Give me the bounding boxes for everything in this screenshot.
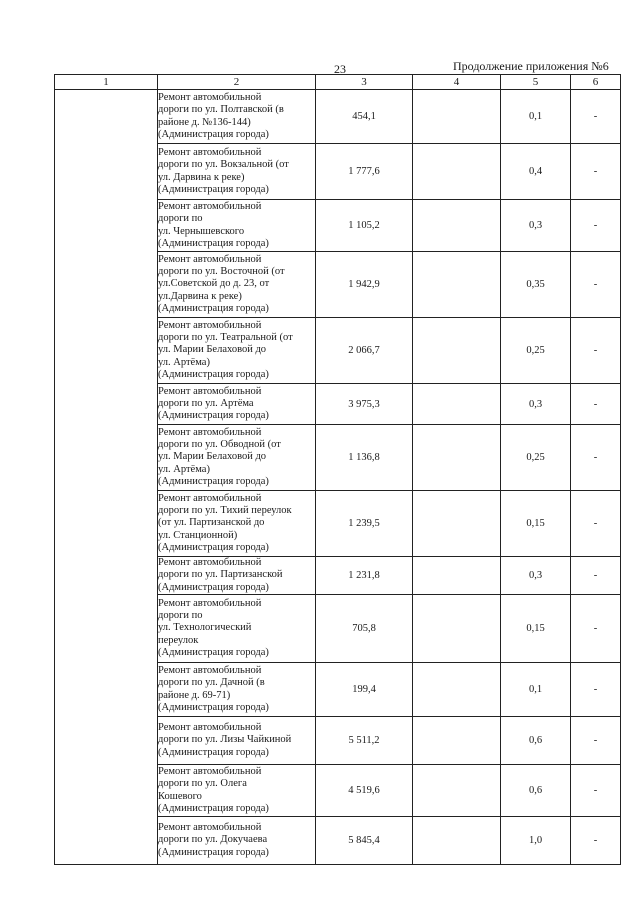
work-name-line: (Администрация города) [158, 302, 269, 314]
work-name-cell [158, 817, 316, 865]
work-name-line: ул. Дарвина к реке) [158, 171, 245, 183]
work-name-line: дороги по ул. Полтавской (в [158, 104, 284, 116]
amount-cell: 1 136,8 [316, 425, 413, 491]
work-name-line: ул. Артёма) [158, 356, 210, 368]
column-number-2: 2 [158, 75, 316, 90]
work-name-line: (от ул. Партизанской до [158, 517, 265, 529]
work-name-cell [158, 200, 316, 252]
work-name-line: Ремонт автомобильной [158, 557, 262, 569]
column-6-cell: - [571, 90, 621, 144]
work-name-line: (Администрация города) [158, 802, 269, 814]
share-cell: 0,3 [501, 200, 571, 252]
work-name-line: ул. Артёма) [158, 463, 210, 475]
amount-cell: 1 105,2 [316, 200, 413, 252]
continuation-note: Продолжение приложения №6 [453, 59, 609, 73]
work-name-line: дороги по ул. Лизы Чайкиной [158, 734, 292, 746]
work-name-cell [158, 384, 316, 425]
table-body [55, 90, 621, 865]
work-name-line: Ремонт автомобильной [158, 426, 262, 438]
amount-cell: 199,4 [316, 663, 413, 717]
work-name-line: дороги по ул. Партизанской [158, 569, 283, 581]
column-6-cell: - [571, 817, 621, 865]
column-4-cell [413, 252, 501, 318]
column-4-cell [413, 717, 501, 765]
amount-cell: 1 777,6 [316, 144, 413, 200]
column-6-cell: - [571, 318, 621, 384]
column-4-cell [413, 595, 501, 663]
column-4-cell [413, 425, 501, 491]
column-6-cell: - [571, 384, 621, 425]
column-4-cell [413, 765, 501, 817]
work-name-cell [158, 318, 316, 384]
share-cell: 0,15 [501, 595, 571, 663]
share-cell: 0,6 [501, 717, 571, 765]
share-cell: 0,1 [501, 90, 571, 144]
work-name-cell [158, 144, 316, 200]
work-name-cell [158, 765, 316, 817]
work-name-line: дороги по ул. Обводной (от [158, 439, 281, 451]
amount-cell: 1 239,5 [316, 491, 413, 557]
work-name-cell [158, 252, 316, 318]
share-cell: 0,25 [501, 318, 571, 384]
amount-cell: 3 975,3 [316, 384, 413, 425]
work-name-line: (Администрация города) [158, 746, 269, 758]
column-4-cell [413, 144, 501, 200]
work-name-line: Ремонт автомобильной [158, 597, 262, 609]
column-6-cell: - [571, 557, 621, 595]
work-name-line: ул. Чернышевского [158, 225, 245, 237]
work-name-line: ул. Станционной) [158, 529, 238, 541]
amount-cell: 5 511,2 [316, 717, 413, 765]
column-4-cell [413, 557, 501, 595]
column-number-3: 3 [316, 75, 413, 90]
work-name-line: (Администрация города) [158, 646, 269, 658]
work-name-line: (Администрация города) [158, 541, 269, 553]
share-cell: 0,3 [501, 384, 571, 425]
work-name-line: ул. Марии Белаховой до [158, 451, 267, 463]
appendix-table [54, 74, 621, 865]
work-name-line: Ремонт автомобильной [158, 492, 262, 504]
column-6-cell: - [571, 200, 621, 252]
work-name-line: ул. Марии Белаховой до [158, 344, 267, 356]
work-name-cell [158, 557, 316, 595]
amount-cell: 705,8 [316, 595, 413, 663]
column-6-cell: - [571, 717, 621, 765]
work-name-line: Ремонт автомобильной [158, 253, 262, 265]
work-name-cell [158, 663, 316, 717]
column-6-cell: - [571, 663, 621, 717]
work-name-line: (Администрация города) [158, 846, 269, 858]
work-name-line: Ремонт автомобильной [158, 147, 262, 159]
work-name-line: дороги по ул. Вокзальной (от [158, 159, 289, 171]
work-name-line: Ремонт автомобильной [158, 385, 262, 397]
column-4-cell [413, 318, 501, 384]
column-4-cell [413, 817, 501, 865]
share-cell: 1,0 [501, 817, 571, 865]
share-cell: 0,1 [501, 663, 571, 717]
work-name-line: дороги по [158, 213, 203, 225]
work-name-line: (Администрация города) [158, 128, 269, 140]
work-name-line: Кошевого [158, 790, 202, 802]
amount-cell: 4 519,6 [316, 765, 413, 817]
work-name-line: (Администрация города) [158, 701, 269, 713]
work-name-line: Ремонт автомобильной [158, 201, 262, 213]
column-4-cell [413, 491, 501, 557]
work-name-line: ул. Технологический [158, 622, 252, 634]
work-name-line: Ремонт автомобильной [158, 766, 262, 778]
work-name-line: ул.Советской до д. 23, от [158, 278, 270, 290]
work-name-line: (Администрация города) [158, 410, 269, 422]
work-name-line: переулок [158, 634, 199, 646]
column-6-cell: - [571, 425, 621, 491]
work-name-line: (Администрация города) [158, 368, 269, 380]
share-cell: 0,4 [501, 144, 571, 200]
column-6-cell: - [571, 491, 621, 557]
work-name-line: районе д. №136-144) [158, 116, 251, 128]
column-1-cell [55, 90, 158, 865]
column-4-cell [413, 200, 501, 252]
work-name-line: Ремонт автомобильной [158, 665, 262, 677]
work-name-cell [158, 90, 316, 144]
column-number-4: 4 [413, 75, 501, 90]
table-row [55, 90, 621, 144]
work-name-cell [158, 425, 316, 491]
work-name-line: (Администрация города) [158, 237, 269, 249]
work-name-cell [158, 717, 316, 765]
work-name-line: Ремонт автомобильной [158, 92, 262, 104]
work-name-line: Ремонт автомобильной [158, 822, 262, 834]
column-numbers-row [55, 75, 621, 90]
column-4-cell [413, 663, 501, 717]
work-name-line: дороги по ул. Артёма [158, 397, 254, 409]
column-number-1: 1 [55, 75, 158, 90]
work-name-cell [158, 491, 316, 557]
share-cell: 0,25 [501, 425, 571, 491]
work-name-cell [158, 595, 316, 663]
amount-cell: 2 066,7 [316, 318, 413, 384]
work-name-line: дороги по ул. Дачной (в [158, 677, 265, 689]
share-cell: 0,15 [501, 491, 571, 557]
column-6-cell: - [571, 595, 621, 663]
column-6-cell: - [571, 252, 621, 318]
column-6-cell: - [571, 765, 621, 817]
work-name-line: ул.Дарвина к реке) [158, 290, 242, 302]
share-cell: 0,6 [501, 765, 571, 817]
page-number: 23 [334, 62, 346, 76]
column-number-6: 6 [571, 75, 621, 90]
amount-cell: 5 845,4 [316, 817, 413, 865]
work-name-line: (Администрация города) [158, 183, 269, 195]
work-name-line: районе д. 69-71) [158, 689, 231, 701]
share-cell: 0,35 [501, 252, 571, 318]
work-name-line: (Администрация города) [158, 475, 269, 487]
work-name-line: дороги по ул. Олега [158, 778, 247, 790]
work-name-line: (Администрация города) [158, 581, 269, 593]
column-6-cell: - [571, 144, 621, 200]
work-name-line: дороги по ул. Докучаева [158, 834, 268, 846]
work-name-line: дороги по ул. Театральной (от [158, 332, 293, 344]
work-name-line: дороги по ул. Тихий переулок [158, 505, 292, 517]
amount-cell: 454,1 [316, 90, 413, 144]
column-4-cell [413, 90, 501, 144]
column-number-5: 5 [501, 75, 571, 90]
work-name-line: дороги по [158, 610, 203, 622]
amount-cell: 1 942,9 [316, 252, 413, 318]
column-4-cell [413, 384, 501, 425]
share-cell: 0,3 [501, 557, 571, 595]
amount-cell: 1 231,8 [316, 557, 413, 595]
work-name-line: Ремонт автомобильной [158, 319, 262, 331]
work-name-line: дороги по ул. Восточной (от [158, 266, 285, 278]
work-name-line: Ремонт автомобильной [158, 722, 262, 734]
